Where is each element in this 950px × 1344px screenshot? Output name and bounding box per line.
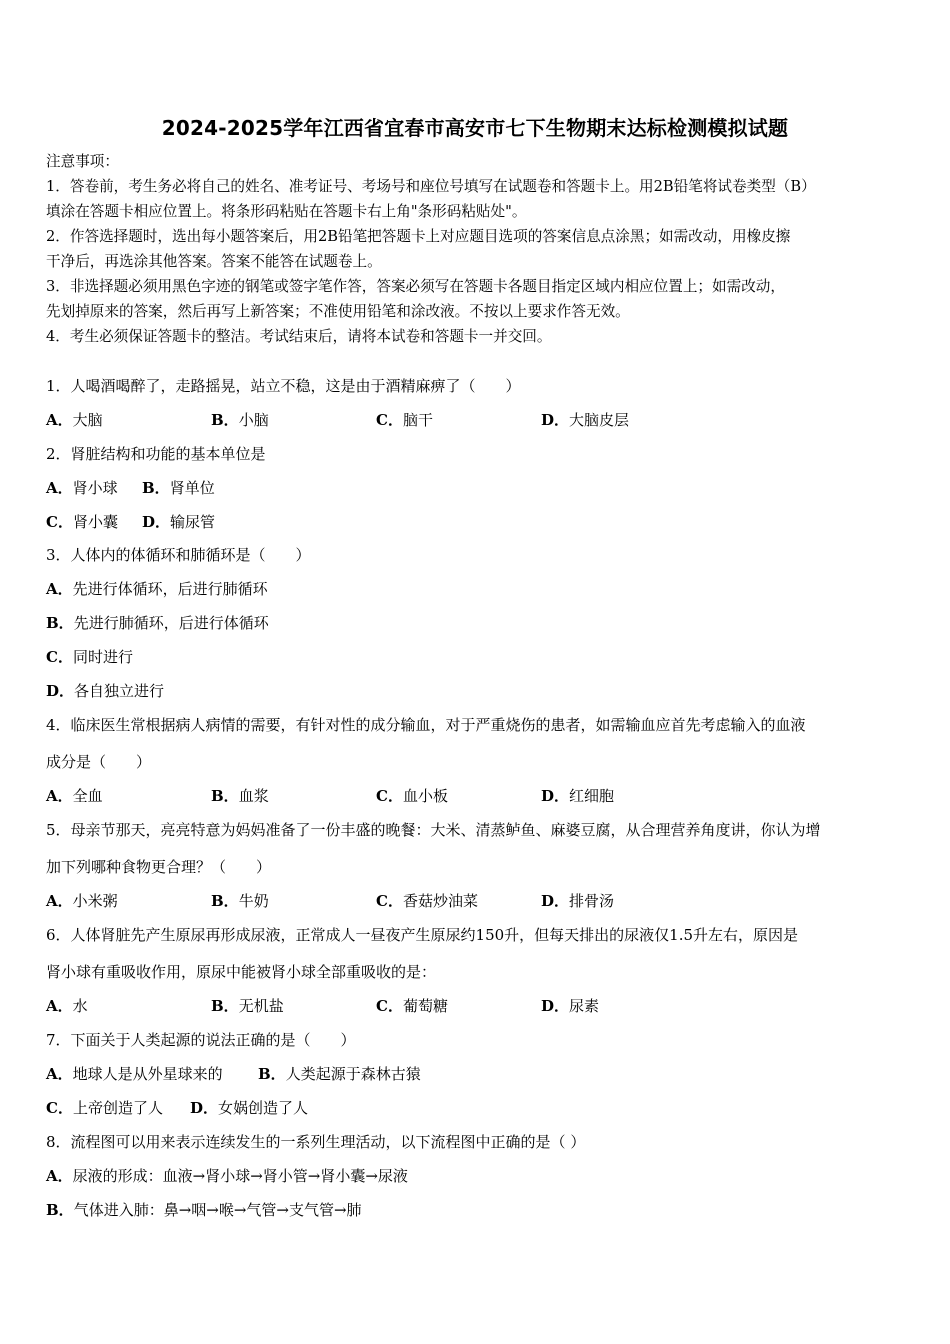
option-c[interactable]	[46, 1098, 163, 1118]
option-d[interactable]	[46, 681, 164, 701]
option-d[interactable]	[541, 786, 614, 806]
option-d[interactable]	[142, 512, 215, 532]
option-a[interactable]	[46, 891, 118, 911]
option-label: B．	[46, 614, 74, 632]
option-text: 肾单位	[169, 479, 215, 497]
option-label: B．	[211, 997, 239, 1015]
question-stem: 5．母亲节那天，亮亮特意为妈妈准备了一份丰盛的晚餐：大米、清蒸鲈鱼、麻婆豆腐，从合理营养角度讲，你认为增	[46, 821, 821, 839]
option-label: B．	[258, 1065, 286, 1083]
option-a[interactable]	[46, 996, 88, 1016]
question-stem: 6．人体肾脏先产生原尿再形成尿液，正常成人一昼夜产生原尿约150升，但每天排出的尿液仅1.5升左右，原因是	[46, 926, 799, 944]
option-text: 香菇炒油菜	[402, 892, 478, 910]
option-a[interactable]	[46, 579, 268, 599]
option-text: 先进行肺循环，后进行体循环	[73, 614, 269, 632]
question-stem: 3．人体内的体循环和肺循环是（ ）	[46, 546, 311, 564]
option-label: B．	[211, 787, 239, 805]
notice-line: 4．考生必须保证答题卡的整洁。考试结束后，请将本试卷和答题卡一并交回。	[46, 328, 552, 345]
question-stem: 加下列哪种食物更合理？（ ）	[46, 858, 272, 876]
option-a[interactable]	[46, 786, 103, 806]
question-stem: 肾小球有重吸收作用，原尿中能被肾小球全部重吸收的是：	[46, 963, 437, 981]
option-label: D．	[142, 513, 171, 531]
option-text: 人类起源于森林古猿	[285, 1065, 421, 1083]
option-label: B．	[211, 411, 239, 429]
option-text: 尿液的形成：血液→肾小球→肾小管→肾小囊→尿液	[72, 1167, 408, 1185]
option-b[interactable]	[258, 1064, 421, 1084]
option-text: 脑干	[402, 411, 433, 429]
option-text: 血小板	[402, 787, 448, 805]
option-text: 小脑	[238, 411, 269, 429]
option-label: B．	[142, 479, 170, 497]
option-c[interactable]	[46, 647, 133, 667]
option-text: 大脑皮层	[569, 411, 630, 429]
option-label: A．	[46, 997, 73, 1015]
option-c[interactable]	[376, 891, 478, 911]
option-b[interactable]	[211, 786, 269, 806]
option-text: 排骨汤	[569, 892, 615, 910]
option-label: B．	[211, 892, 239, 910]
option-text: 气体进入肺：鼻→咽→喉→气管→支气管→肺	[73, 1201, 362, 1219]
question-stem: 成分是（ ）	[46, 753, 152, 771]
option-c[interactable]	[46, 512, 118, 532]
option-b[interactable]	[46, 613, 269, 633]
option-text: 先进行体循环，后进行肺循环	[72, 580, 268, 598]
option-label: A．	[46, 411, 73, 429]
option-label: C．	[46, 648, 73, 666]
notice-line: 1．答卷前，考生务必将自己的姓名、准考证号、考场号和座位号填写在试题卷和答题卡上。用2B铅笔将试卷类型（B）	[46, 178, 816, 195]
option-label: C．	[376, 892, 403, 910]
option-label: A．	[46, 1167, 73, 1185]
option-text: 牛奶	[238, 892, 269, 910]
option-text: 葡萄糖	[402, 997, 448, 1015]
option-label: D．	[541, 892, 570, 910]
option-text: 血浆	[238, 787, 269, 805]
notice-line: 先划掉原来的答案，然后再写上新答案；不准使用铅笔和涂改液。不按以上要求作答无效。	[46, 303, 630, 320]
option-label: A．	[46, 787, 73, 805]
option-label: C．	[46, 1099, 73, 1117]
option-a[interactable]	[46, 1064, 223, 1084]
option-label: D．	[190, 1099, 219, 1117]
option-a[interactable]	[46, 1166, 408, 1186]
option-label: D．	[541, 997, 570, 1015]
option-c[interactable]	[376, 410, 433, 430]
option-d[interactable]	[541, 891, 614, 911]
option-text: 小米粥	[72, 892, 118, 910]
option-label: A．	[46, 1065, 73, 1083]
option-text: 上帝创造了人	[72, 1099, 163, 1117]
option-text: 女娲创造了人	[218, 1099, 309, 1117]
option-label: D．	[46, 682, 75, 700]
option-label: A．	[46, 580, 73, 598]
option-text: 地球人是从外星球来的	[72, 1065, 223, 1083]
notice-line: 干净后，再选涂其他答案。答案不能答在试题卷上。	[46, 253, 382, 270]
option-label: C．	[376, 411, 403, 429]
option-text: 尿素	[569, 997, 600, 1015]
option-b[interactable]	[142, 478, 215, 498]
option-text: 水	[72, 997, 88, 1015]
option-b[interactable]	[46, 1200, 362, 1220]
notice-line: 填涂在答题卡相应位置上。将条形码粘贴在答题卡右上角"条形码粘贴处"。	[46, 203, 527, 220]
option-label: A．	[46, 892, 73, 910]
option-label: B．	[46, 1201, 74, 1219]
option-text: 红细胞	[569, 787, 615, 805]
option-b[interactable]	[211, 410, 269, 430]
option-c[interactable]	[376, 786, 448, 806]
option-c[interactable]	[376, 996, 448, 1016]
option-label: C．	[46, 513, 73, 531]
question-stem: 7．下面关于人类起源的说法正确的是（ ）	[46, 1031, 356, 1049]
option-d[interactable]	[541, 410, 629, 430]
question-stem: 1．人喝酒喝醉了，走路摇晃，站立不稳，这是由于酒精麻痹了（ ）	[46, 377, 521, 395]
option-b[interactable]	[211, 891, 269, 911]
option-text: 输尿管	[170, 513, 216, 531]
option-d[interactable]	[541, 996, 599, 1016]
notice-line: 2．作答选择题时，选出每小题答案后，用2B铅笔把答题卡上对应题目选项的答案信息点涂黑；如需改动，用橡皮擦	[46, 228, 791, 245]
notice-line: 3．非选择题必须用黑色字迹的钢笔或签字笔作答，答案必须写在答题卡各题目指定区域内相应位置上；如需改动，	[46, 278, 785, 295]
option-label: D．	[541, 411, 570, 429]
option-d[interactable]	[190, 1098, 308, 1118]
option-text: 全血	[72, 787, 103, 805]
question-stem: 8．流程图可以用来表示连续发生的一系列生理活动，以下流程图中正确的是（ ）	[46, 1133, 586, 1151]
option-label: D．	[541, 787, 570, 805]
page-title: 2024-2025学年江西省宜春市高安市七下生物期末达标检测模拟试题	[161, 116, 789, 140]
option-label: A．	[46, 479, 73, 497]
option-text: 肾小囊	[72, 513, 118, 531]
question-stem: 4．临床医生常根据病人病情的需要，有针对性的成分输血，对于严重烧伤的患者，如需输血应首先考虑输入的血液	[46, 716, 806, 734]
option-text: 同时进行	[72, 648, 133, 666]
option-label: C．	[376, 787, 403, 805]
option-text: 无机盐	[238, 997, 284, 1015]
question-stem: 2．肾脏结构和功能的基本单位是	[46, 445, 266, 463]
option-label: C．	[376, 997, 403, 1015]
option-text: 大脑	[72, 411, 103, 429]
notice-heading: 注意事项：	[46, 153, 119, 170]
option-text: 各自独立进行	[74, 682, 165, 700]
option-a[interactable]	[46, 410, 103, 430]
option-a[interactable]	[46, 478, 118, 498]
option-text: 肾小球	[72, 479, 118, 497]
option-b[interactable]	[211, 996, 284, 1016]
